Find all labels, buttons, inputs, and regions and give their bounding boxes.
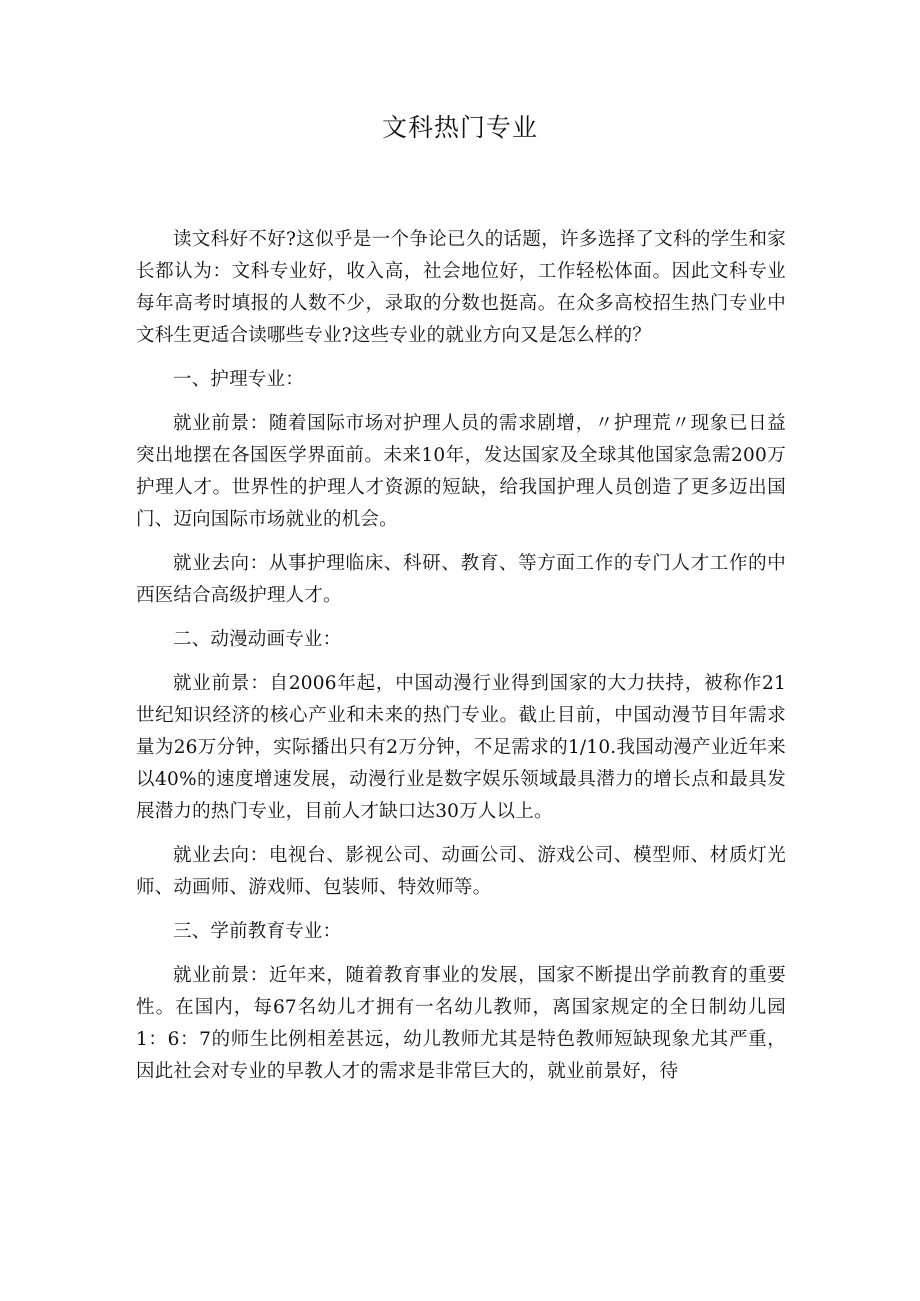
section-heading-nursing: 一、护理专业： [173, 369, 304, 390]
intro-paragraph: 读文科好不好?这似乎是一个争论已久的话题，许多选择了文科的学生和家长都认为：文科专业好，收入高，社会地位好，工作轻松体面。因此文科专业每年高考时填报的人数不少，录取的分数也挺高。在众多高校招生热门专业中文科生更适合读哪些专业?这些专业的就业方向又是怎么样的？ [136, 229, 786, 346]
section-heading-preschool: 三、学前教育专业： [173, 921, 342, 942]
preschool-prospect-paragraph: 就业前景：近年来，随着教育事业的发展，国家不断提出学前教育的重要性。在国内，每67名幼儿才拥有一名幼儿教师，离国家规定的全日制幼儿园1：6：7的师生比例相差甚远，幼儿教师尤其是特色教师短缺现象尤其严重，因此社会对专业的早教人才的需求是非常巨大的，就业前景好，待 [136, 965, 786, 1082]
document-title: 文科热门专业 [381, 113, 538, 142]
nursing-direction-paragraph: 就业去向：从事护理临床、科研、教育、等方面工作的专门人才工作的中西医结合高级护理人才。 [136, 553, 786, 606]
document-body [136, 224, 786, 1100]
nursing-prospect-paragraph: 就业前景：随着国际市场对护理人员的需求剧增，〃护理荒〃现象已日益突出地摆在各国医学界面前。未来10年，发达国家及全球其他国家急需200万护理人才。世界性的护理人才资源的短缺，给我国护理人员创造了更多迈出国门、迈向国际市场就业的机会。 [136, 413, 786, 530]
section-heading-animation: 二、动漫动画专业： [173, 629, 342, 650]
animation-direction-paragraph: 就业去向：电视台、影视公司、动画公司、游戏公司、模型师、材质灯光师、动画师、游戏师、包装师、特效师等。 [136, 845, 786, 898]
animation-prospect-paragraph: 就业前景：自2006年起，中国动漫行业得到国家的大力扶持，被称作21世纪知识经济的核心产业和未来的热门专业。截止目前，中国动漫节目年需求量为26万分钟，实际播出只有2万分钟，不足需求的1/10.我国动漫产业近年来以40%的速度增速发展，动漫行业是数字娱乐领域最具潜力的增长点和最具发展潜力的热门专业，目前人才缺口达30万人以上。 [136, 673, 786, 822]
